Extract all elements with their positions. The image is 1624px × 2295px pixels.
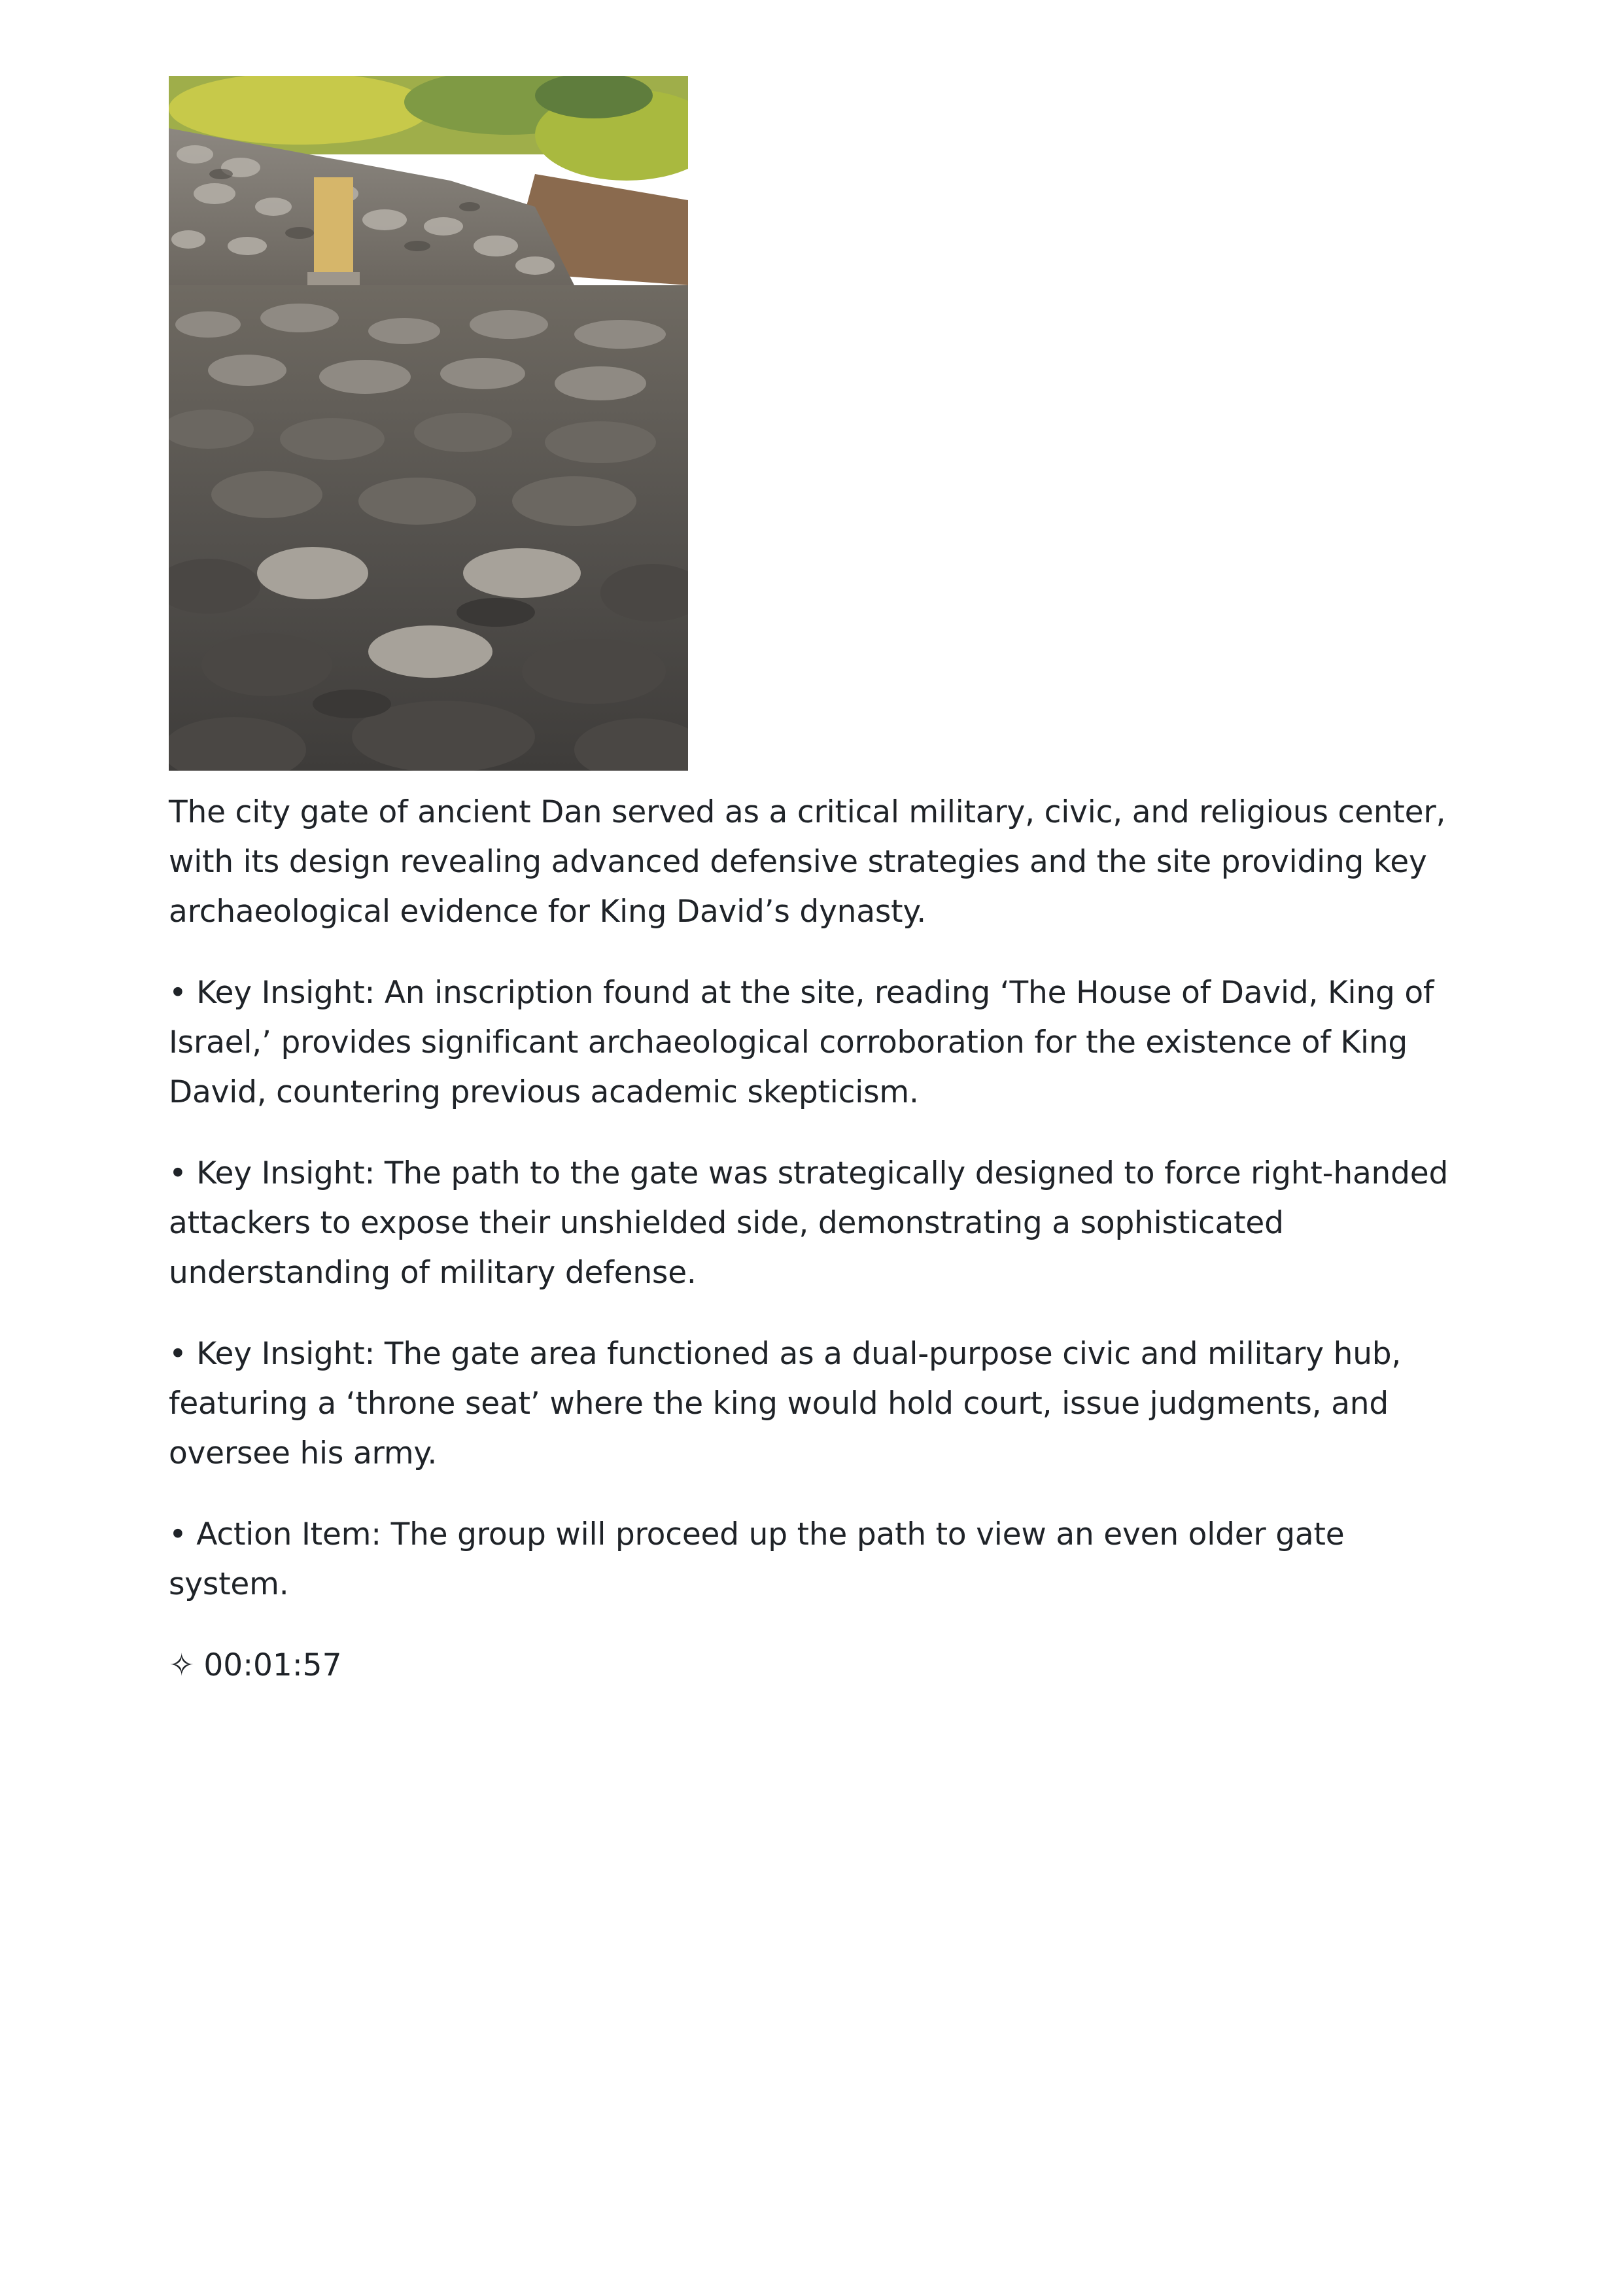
key-insight-throne-seat: • Key Insight: The gate area functioned as a dual-purpose civic and military hub, featuring a ‘throne seat’ where the king would hold court, issue judgments, and oversee his army. (169, 1336, 1402, 1471)
cobblestone-gate-photo (169, 76, 688, 771)
key-insight-gate-path-defense: • Key Insight: The path to the gate was strategically designed to force right-handed attackers to expose their unshielded side, demonstrating a sophisticated understanding of military defense. (169, 1155, 1449, 1291)
timestamp-value: 00:01:57 (203, 1647, 342, 1683)
summary-paragraph: The city gate of ancient Dan served as a critical military, civic, and religious center, with its design revealing advanced defensive strategies and the site providing key archaeological evidence for King David’s dynasty. (169, 794, 1446, 930)
document-page (169, 76, 1464, 1691)
action-item-older-gate: • Action Item: The group will proceed up the path to view an even older gate system. (169, 1516, 1345, 1602)
sparkle-icon: ✧ (169, 1647, 195, 1683)
timestamp[interactable] (169, 1641, 1464, 1691)
key-insight-house-of-david: • Key Insight: An inscription found at the site, reading ‘The House of David, King of Israel,’ provides significant archaeological corroboration for the existence of King David, countering previous academic skepticism. (169, 975, 1434, 1110)
